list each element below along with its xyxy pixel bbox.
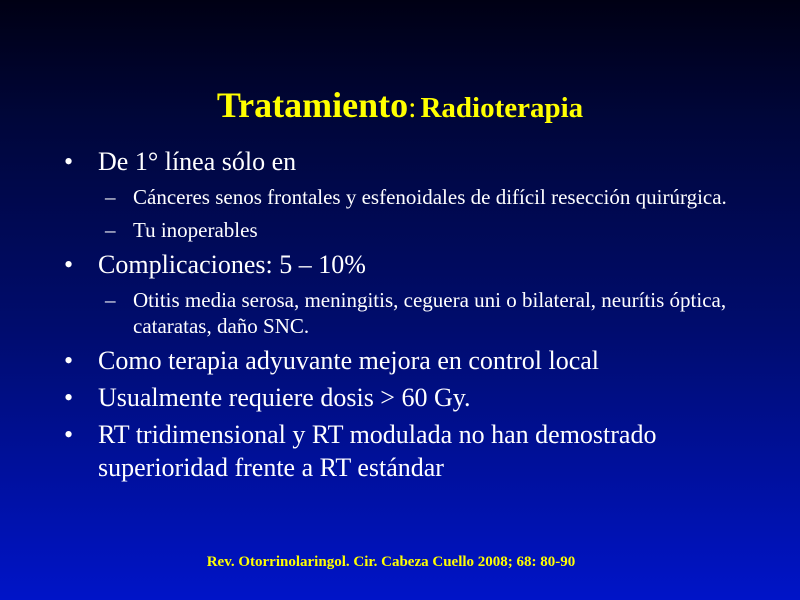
bullet-text: RT tridimensional y RT modulada no han demostrado superioridad frente a RT estándar xyxy=(98,420,657,482)
reference-citation: Rev. Otorrinolaringol. Cir. Cabeza Cuello 2008; 68: 80-90 xyxy=(206,554,576,570)
sub-bullet-item xyxy=(64,287,754,339)
bullet-marker: • xyxy=(64,383,74,412)
bullet-marker: • xyxy=(64,250,74,279)
sub-bullet-text: Tu inoperables xyxy=(133,218,258,242)
bullet-text: Complicaciones: 5 – 10% xyxy=(98,250,366,279)
bullet-item xyxy=(64,248,754,281)
sub-bullet-marker: – xyxy=(105,218,116,242)
slide-title xyxy=(0,84,800,126)
sub-bullet-marker: – xyxy=(105,288,116,312)
sub-bullet-text: Cánceres senos frontales y esfenoidales de difícil resección quirúrgica. xyxy=(133,185,727,209)
sub-bullet-marker: – xyxy=(105,185,116,209)
title-subtitle: Radioterapia xyxy=(420,92,584,124)
title-main: Tratamiento xyxy=(216,85,409,125)
bullet-item xyxy=(64,145,754,178)
bullet-text: Como terapia adyuvante mejora en control local xyxy=(98,346,600,375)
sub-bullet-item xyxy=(64,217,754,243)
bullet-item xyxy=(64,344,754,377)
bullet-marker: • xyxy=(64,147,74,176)
bullet-marker: • xyxy=(64,346,74,375)
bullet-text: De 1° línea sólo en xyxy=(98,147,297,176)
title-colon: : xyxy=(408,91,417,124)
bullet-marker: • xyxy=(64,420,74,449)
bullet-text: Usualmente requiere dosis > 60 Gy. xyxy=(98,383,471,412)
bullet-item xyxy=(64,418,754,484)
sub-bullet-text: Otitis media serosa, meningitis, ceguera uni o bilateral, neurítis óptica, cataratas, daño SNC. xyxy=(133,288,727,338)
sub-bullet-item xyxy=(64,184,754,210)
bullet-item xyxy=(64,381,754,414)
bullet-list xyxy=(64,145,754,484)
